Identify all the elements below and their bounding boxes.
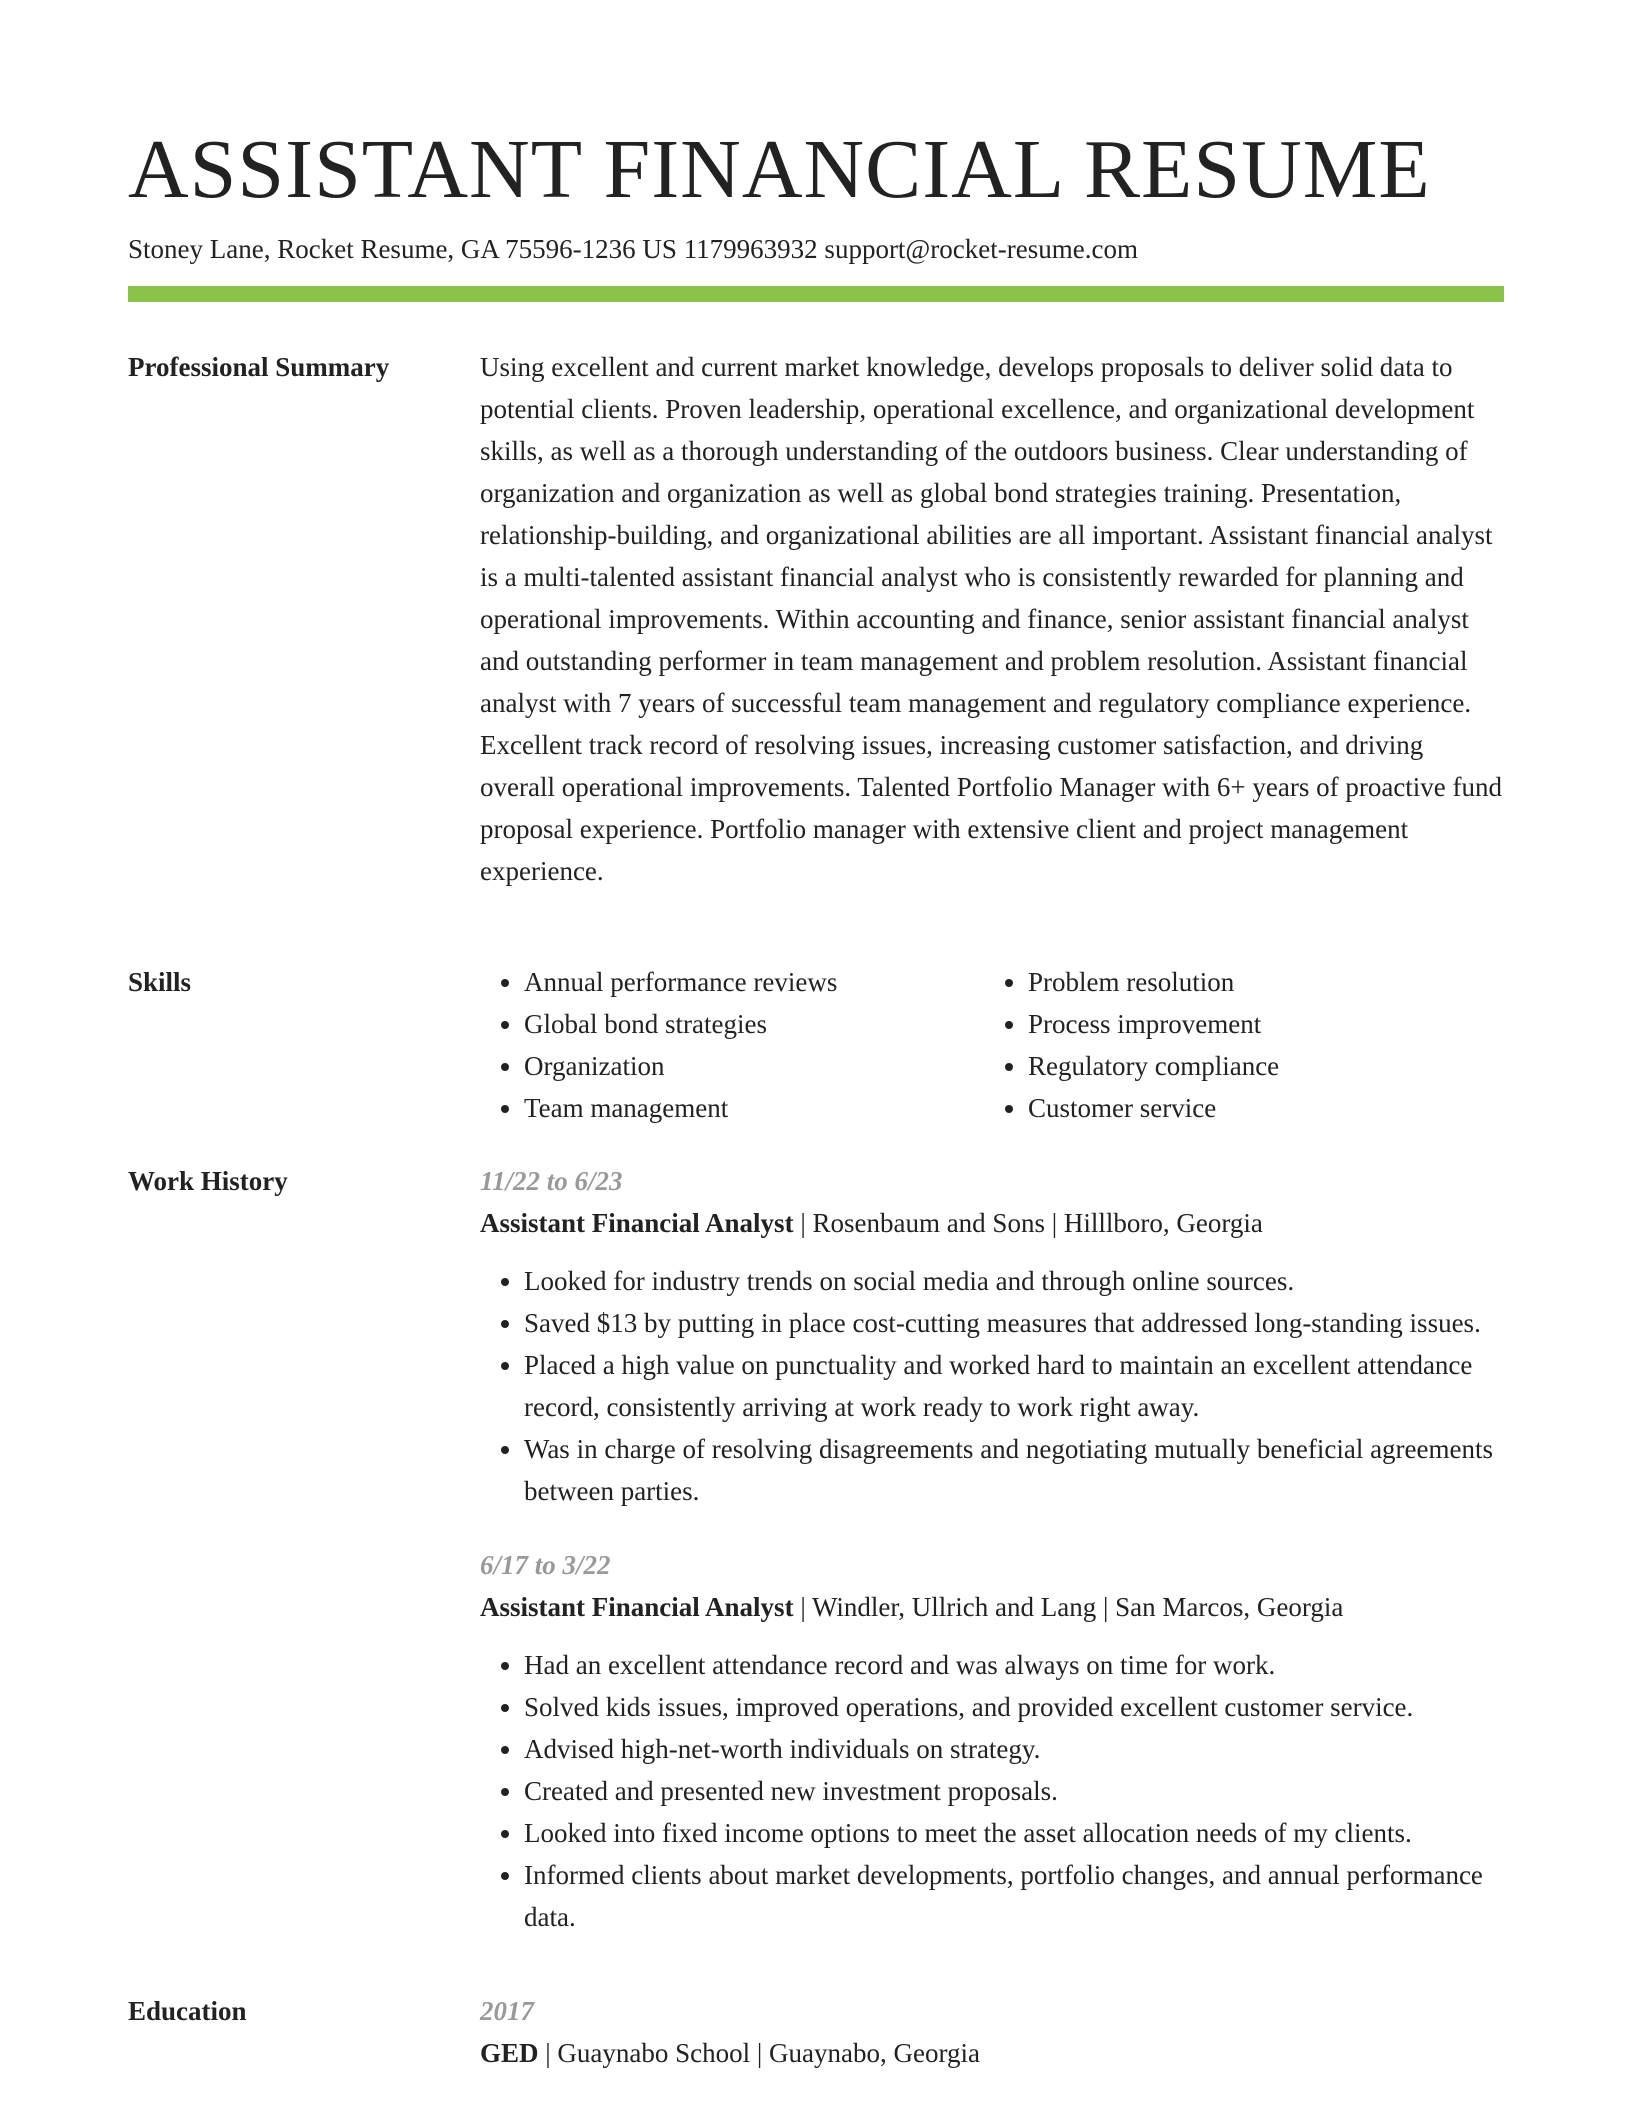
job-title: Assistant Financial Analyst — [480, 1208, 794, 1238]
job-bullets — [480, 1644, 1504, 1938]
skill-item: • Organization — [524, 1045, 984, 1087]
contact-info: Stoney Lane, Rocket Resume, GA 75596-1236 US 1179963932 support@rocket-resume.com — [128, 234, 1138, 264]
job-heading — [480, 1202, 1504, 1244]
skill-item: • Annual performance reviews — [524, 961, 984, 1003]
job-details: | Windler, Ullrich and Lang | San Marcos, Georgia — [793, 1592, 1344, 1622]
job-bullet: • Was in charge of resolving disagreements and negotiating mutually beneficial agreements between parties. — [524, 1428, 1504, 1512]
skill-item: • Regulatory compliance — [1028, 1045, 1488, 1087]
education-dates: 2017 — [480, 1996, 534, 2026]
summary-body — [480, 346, 1504, 892]
job-bullet: • Looked into fixed income options to meet the asset allocation needs of my clients. — [524, 1812, 1504, 1854]
summary-heading: Professional Summary — [128, 352, 390, 382]
education-heading-line — [480, 2032, 1504, 2074]
education-details: | Guaynabo School | Guaynabo, Georgia — [538, 2038, 980, 2068]
job-bullet: • Saved $13 by putting in place cost-cutting measures that addressed long-standing issues. — [524, 1302, 1504, 1344]
job-entry — [480, 1544, 1504, 1938]
skill-item: • Team management — [524, 1087, 984, 1129]
job-bullet: • Had an excellent attendance record and was always on time for work. — [524, 1644, 1504, 1686]
education-heading: Education — [128, 1996, 247, 2026]
job-dates: 6/17 to 3/22 — [480, 1550, 611, 1580]
job-title: Assistant Financial Analyst — [480, 1592, 794, 1622]
job-bullet: • Advised high-net-worth individuals on strategy. — [524, 1728, 1504, 1770]
job-bullet: • Placed a high value on punctuality and worked hard to maintain an excellent attendance record, consistently arriving at work ready to work right away. — [524, 1344, 1504, 1428]
education-body — [480, 1990, 1504, 2090]
header-divider — [128, 286, 1504, 302]
education-degree: GED — [480, 2038, 539, 2068]
skill-item: • Problem resolution — [1028, 961, 1488, 1003]
job-details: | Rosenbaum and Sons | Hilllboro, Georgia — [793, 1208, 1263, 1238]
skill-item: • Customer service — [1028, 1087, 1488, 1129]
resume-name: ASSISTANT FINANCIAL RESUME — [128, 123, 1431, 216]
job-bullet: • Looked for industry trends on social media and through online sources. — [524, 1260, 1504, 1302]
job-bullet: • Solved kids issues, improved operations, and provided excellent customer service. — [524, 1686, 1504, 1728]
job-bullet: • Informed clients about market developments, portfolio changes, and annual performance data. — [524, 1854, 1504, 1938]
skills-body — [480, 961, 1504, 1129]
skills-list-left — [480, 961, 984, 1129]
skill-item: • Process improvement — [1028, 1003, 1488, 1045]
work-history-heading: Work History — [128, 1166, 288, 1196]
job-entry — [480, 1160, 1504, 1512]
job-heading — [480, 1586, 1504, 1628]
skill-item: • Global bond strategies — [524, 1003, 984, 1045]
work-history-body — [480, 1160, 1504, 1970]
summary-text: Using excellent and current market knowledge, develops proposals to deliver solid data to potential clients. Proven leadership, operational excellence, and organizational development skills, as well as a thorough understanding of the outdoors business. Clear understanding of organization and organization as well as global bond strategies training. Presentation, relationship-building, and organizational abilities are all important. Assistant financial analyst is a multi-talented assistant financial analyst who is consistently rewarded for planning and operational improvements. Within accounting and finance, senior assistant financial analyst and outstanding performer in team management and problem resolution. Assistant financial analyst with 7 years of successful team management and regulatory compliance experience. Excellent track record of resolving issues, increasing customer satisfaction, and driving overall operational improvements. Talented Portfolio Manager with 6+ years of proactive fund proposal experience. Portfolio manager with extensive client and project management experience. — [480, 352, 1503, 886]
job-dates: 11/22 to 6/23 — [480, 1166, 623, 1196]
skills-heading: Skills — [128, 967, 192, 997]
skills-list-right — [984, 961, 1488, 1129]
job-bullet: • Created and presented new investment proposals. — [524, 1770, 1504, 1812]
job-bullets — [480, 1260, 1504, 1512]
